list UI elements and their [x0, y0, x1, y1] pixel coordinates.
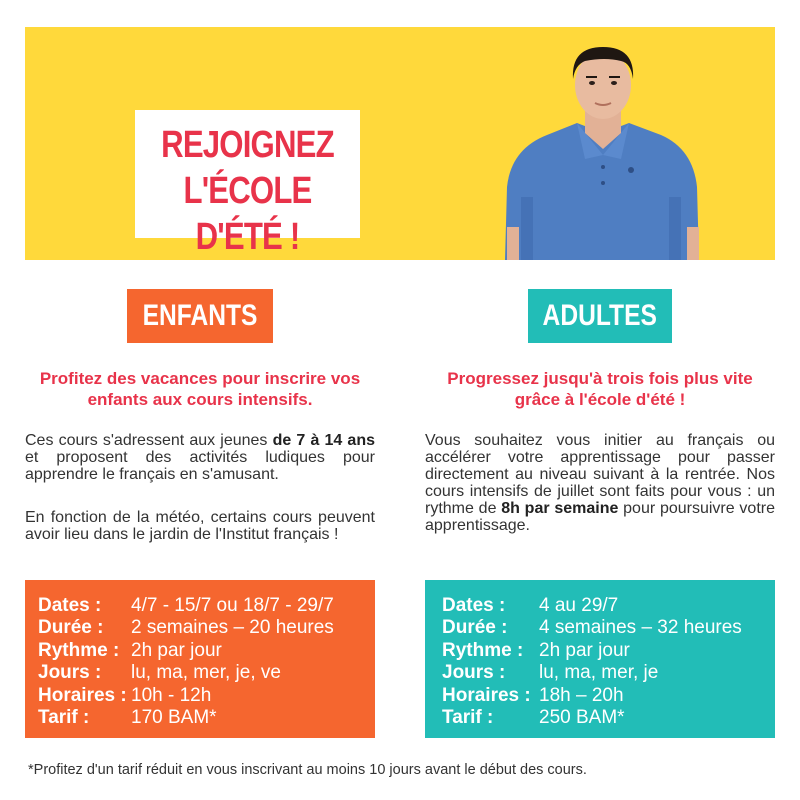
kids-weather-note: En fonction de la météo, certains cours peuvent avoir lieu dans le jardin de l'Institut français ! [25, 509, 375, 543]
adults-description: Vous souhaitez vous initier au français ou accélérer votre apprentissage pour passer directement au niveau suivant à la rentrée. Nos cours intensifs de juillet sont faits pour vous : un rythme de 8h par semaine pour poursuivre votre apprentissage. [425, 432, 775, 534]
title-line-2: L'ÉCOLE D'ÉTÉ ! [183, 170, 312, 258]
kids-description: Ces cours s'adressent aux jeunes de 7 à 14 ans et proposent des activités ludiques pour apprendre le français en s'amusant. [25, 432, 375, 483]
adults-info-row: Jours : lu, ma, mer, je [442, 662, 659, 684]
adults-info-row: Dates : 4 au 29/7 [442, 595, 619, 616]
adults-info-row: Tarif : 250 BAM* [442, 707, 625, 729]
kids-info-row: Durée : 2 semaines – 20 heures [38, 617, 334, 639]
adults-info-box [425, 580, 775, 738]
student-photo [485, 37, 715, 260]
kids-info-box [25, 580, 375, 738]
title-line-1: REJOIGNEZ [161, 124, 334, 166]
banner [25, 27, 775, 260]
adults-info-row: Rythme : 2h par jour [442, 639, 630, 661]
footnote: *Profitez d'un tarif réduit en vous inscrivant au moins 10 jours avant le début des cours. [28, 762, 587, 778]
kids-info-row: Tarif : 170 BAM* [38, 707, 217, 729]
adults-info-row: Durée : 4 semaines – 32 heures [442, 617, 742, 639]
kids-info-row: Jours : lu, ma, mer, je, ve [38, 662, 281, 684]
title-box [135, 110, 360, 258]
adults-lead: Progressez jusqu'à trois fois plus vite grâce à l'école d'été ! [447, 369, 753, 409]
kids-info-row: Rythme : 2h par jour [38, 639, 222, 661]
kids-info-row: Horaires : 10h - 12h [38, 684, 212, 706]
kids-tag: ENFANTS [127, 289, 273, 343]
banner-title [155, 122, 340, 260]
adults-tag: ADULTES [528, 289, 672, 343]
kids-info-row: Dates : 4/7 - 15/7 ou 18/7 - 29/7 [38, 595, 334, 616]
kids-lead: Profitez des vacances pour inscrire vos enfants aux cours intensifs. [39, 369, 361, 409]
adults-info-row: Horaires : 18h – 20h [442, 684, 624, 706]
